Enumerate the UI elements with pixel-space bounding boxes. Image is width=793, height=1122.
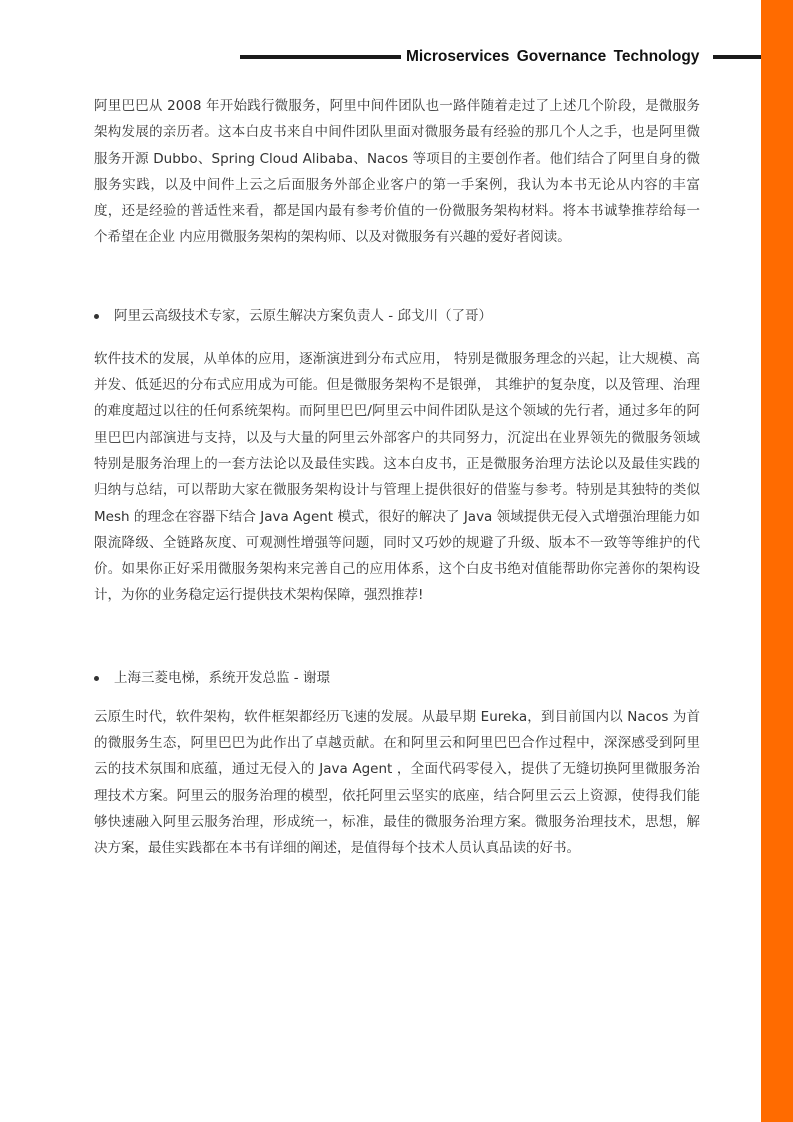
page-header xyxy=(240,46,761,68)
paragraph-review-1: 软件技术的发展，从单体的应用，逐渐演进到分布式应用， 特别是微服务理念的兴起，让大规模、高并发、低延迟的分布式应用成为可能。但是微服务架构不是银弹， 其维护的复杂度，以及管理、治理的难度超过以往的任何系统架构。而阿里巴巴/阿里云中间件团队是这个领域的先行者，通过多年的阿里巴巴内部演进与支持，以及与大量的阿里云外部客户的共同努力，沉淀出在业界领先的微服务领域特别是服务治理上的一套方法论以及最佳实践。这本白皮书，正是微服务治理方法论以及最佳实践的归纳与总结，可以帮助大家在微服务架构设计与管理上提供很好的借鉴与参考。特别是其独特的类似 Mesh 的理念在容器下结合 Java Agent 模式，很好的解决了 Java 领域提供无侵入式增强治理能力如限流降级、全链路灰度、可观测性增强等问题，同时又巧妙的规避了升级、版本不一致等等维护的代价。如果你正好采用微服务架构来完善自己的应用体系，这个白皮书绝对值能帮助你完善你的架构设计，为你的业务稳定运行提供技术架构保障，强烈推荐! xyxy=(94,350,700,604)
paragraph-review-2: 云原生时代，软件架构，软件框架都经历飞速的发展。从最早期 Eureka，到目前国内以 Nacos 为首的微服务生态，阿里巴巴为此作出了卓越贡献。在和阿里云和阿里巴巴合作过程中，深深感受到阿里云的技术氛围和底蕴，通过无侵入的 Java Agent ，全面代码零侵入，提供了无缝切换阿里微服务治理技术方案。阿里云的服务治理的模型，依托阿里云坚实的底座，结合阿里云云上资源，使得我们能够快速融入阿里云服务治理，形成统一，标准，最佳的微服务治理方案。微服务治理技术，思想，解决方案，最佳实践都在本书有详细的阐述，是值得每个技术人员认真品读的好书。 xyxy=(94,708,700,857)
reviewer-bullet-1 xyxy=(94,303,700,329)
accent-side-bar xyxy=(761,0,793,1122)
header-rule-right xyxy=(713,55,761,59)
paragraph-intro: 阿里巴巴从 2008 年开始践行微服务，阿里中间件团队也一路伴随着走过了上述几个阶段，是微服务架构发展的亲历者。这本白皮书来自中间件团队里面对微服务最有经验的那几个人之手，也是阿里微服务开源 Dubbo、Spring Cloud Alibaba、Nacos 等项目的主要创作者。他们结合了阿里自身的微服务实践，以及中间件上云之后面服务外部企业客户的第一手案例，我认为本书无论从内容的丰富度，还是经验的普适性来看，都是国内最有参考价值的一份微服务架构材料。将本书诚挚推荐给每一个希望在企业 内应用微服务架构的架构师、以及对微服务有兴趣的爱好者阅读。 xyxy=(94,98,700,246)
reviewer-bullet-2 xyxy=(94,665,700,691)
bullet-dot-icon xyxy=(94,314,99,319)
document-body xyxy=(94,93,700,862)
header-rule-left xyxy=(240,55,401,59)
bullet-dot-icon xyxy=(94,676,99,681)
reviewer-attribution-1: 阿里云高级技术专家，云原生解决方案负责人 - 邱戈川（了哥） xyxy=(114,307,492,324)
reviewer-attribution-2: 上海三菱电梯，系统开发总监 - 谢璟 xyxy=(114,669,330,686)
header-title: Microservices Governance Technology xyxy=(406,48,700,65)
